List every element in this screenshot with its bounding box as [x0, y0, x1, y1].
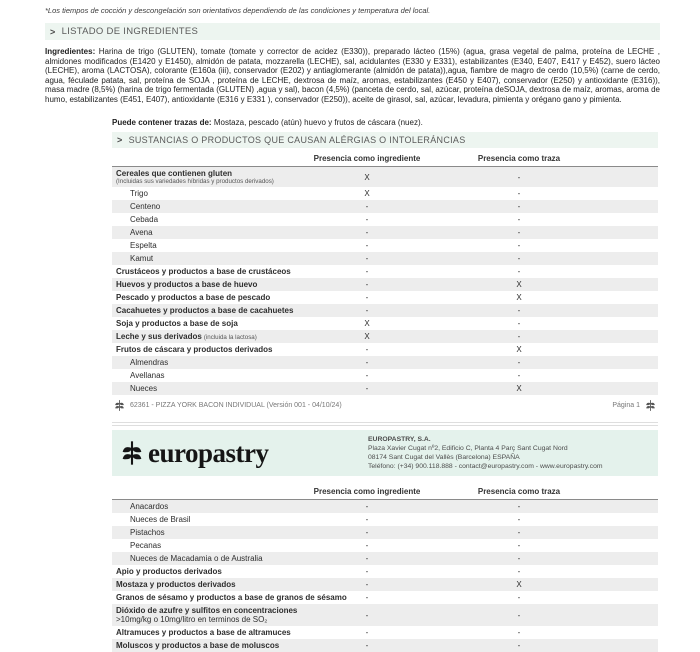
table-row — [112, 187, 658, 200]
presence-ingredient-value: - — [365, 528, 369, 537]
presence-trace-value: - — [517, 502, 521, 511]
europastry-logo — [120, 438, 269, 469]
column-header-ingrediente: Presencia como ingrediente — [313, 487, 421, 496]
presence-ingredient-value: - — [365, 280, 369, 289]
ingredients-heading: LISTADO DE INGREDIENTES — [61, 26, 199, 37]
presence-trace-value: - — [517, 541, 521, 550]
company-contact-line: Teléfono: (+34) 900.118.888 - contact@europastry.com - www.europastry.com — [368, 463, 603, 470]
presence-trace-value: - — [517, 641, 521, 650]
presence-ingredient-value: X — [364, 189, 370, 198]
table-row — [112, 565, 658, 578]
table-row — [112, 239, 658, 252]
presence-ingredient-value: - — [365, 254, 369, 263]
presence-trace-value: - — [517, 202, 521, 211]
ingredients-paragraph — [45, 47, 660, 104]
document-reference: 62361 - PIZZA YORK BACON INDIVIDUAL (Versión 001 - 04/10/24) — [130, 402, 342, 409]
allergen-name: Crustáceos y productos a base de crustáceos — [116, 267, 291, 276]
chevron-right-icon: > — [117, 135, 123, 145]
allergen-name: Dióxido de azufre y sulfitos en concentraciones >10mg/kg o 10mg/litro en terminos de SO₂ — [116, 606, 298, 624]
presence-trace-value: - — [517, 515, 521, 524]
presence-trace-value: X — [516, 293, 522, 302]
table-header-page2 — [112, 484, 658, 500]
table-row — [112, 369, 658, 382]
presence-trace-value: - — [517, 332, 521, 341]
allergen-table-page2 — [112, 500, 658, 652]
allergen-name: Trigo — [130, 189, 148, 198]
presence-trace-value: X — [516, 580, 522, 589]
presence-trace-value: - — [517, 267, 521, 276]
presence-ingredient-value: - — [365, 567, 369, 576]
table-row — [112, 167, 658, 187]
table-row — [112, 252, 658, 265]
presence-trace-value: - — [517, 215, 521, 224]
table-row — [112, 578, 658, 591]
table-row — [112, 552, 658, 565]
presence-ingredient-value: - — [365, 358, 369, 367]
presence-trace-value: - — [517, 528, 521, 537]
logo-wordmark: europastry — [148, 437, 269, 468]
wheat-logo-icon — [120, 439, 144, 467]
wheat-icon — [114, 399, 125, 412]
traces-label: Puede contener trazas de: — [112, 118, 212, 127]
presence-ingredient-value: - — [365, 628, 369, 637]
presence-trace-value: - — [517, 241, 521, 250]
allergen-name: Granos de sésamo y productos a base de granos de sésamo — [116, 593, 347, 602]
allergen-name: Cacahuetes y productos a base de cacahuetes — [116, 306, 294, 315]
table-row — [112, 343, 658, 356]
table-row — [112, 278, 658, 291]
presence-ingredient-value: - — [365, 293, 369, 302]
allergen-name: Avellanas — [130, 371, 165, 380]
presence-ingredient-value: - — [365, 371, 369, 380]
presence-ingredient-value: - — [365, 554, 369, 563]
presence-trace-value: X — [516, 384, 522, 393]
allergen-name: Mostaza y productos derivados — [116, 580, 236, 589]
allergen-name: Almendras — [130, 358, 169, 367]
allergen-name: Moluscos y productos a base de moluscos — [116, 641, 280, 650]
table-row — [112, 626, 658, 639]
allergen-name: Kamut — [130, 254, 154, 263]
presence-trace-value: X — [516, 280, 522, 289]
presence-ingredient-value: - — [365, 306, 369, 315]
table-row — [112, 317, 658, 330]
table-row — [112, 639, 658, 652]
presence-trace-value: - — [517, 593, 521, 602]
table-row — [112, 382, 658, 395]
presence-ingredient-value: - — [365, 515, 369, 524]
presence-ingredient-value: - — [365, 541, 369, 550]
page-1-top — [45, 6, 660, 104]
presence-ingredient-value: - — [365, 241, 369, 250]
presence-trace-value: X — [516, 345, 522, 354]
allergen-name: Nueces de Macadamia o de Australia — [130, 554, 263, 563]
allergens-heading-bar — [112, 132, 658, 148]
allergen-name: Nueces de Brasil — [130, 515, 191, 524]
allergens-heading: SUSTANCIAS O PRODUCTOS QUE CAUSAN ALÉRGIAS O INTOLERÁNCIAS — [128, 135, 466, 145]
presence-ingredient-value: - — [365, 593, 369, 602]
table-row — [112, 604, 658, 626]
table-row — [112, 513, 658, 526]
presence-trace-value: - — [517, 628, 521, 637]
company-name: EUROPASTRY, S.A. — [368, 436, 431, 443]
allergen-name: Avena — [130, 228, 153, 237]
table-row — [112, 265, 658, 278]
presence-ingredient-value: - — [365, 345, 369, 354]
presence-ingredient-value: X — [364, 172, 370, 182]
table-row — [112, 591, 658, 604]
presence-ingredient-value: X — [364, 319, 370, 328]
presence-trace-value: - — [517, 306, 521, 315]
presence-trace-value: - — [517, 610, 521, 620]
presence-trace-value: - — [517, 172, 521, 182]
table-row — [112, 526, 658, 539]
presence-ingredient-value: - — [365, 228, 369, 237]
ingredients-heading-bar — [45, 23, 660, 40]
allergen-name: Centeno — [130, 202, 161, 211]
table-row — [112, 356, 658, 369]
allergen-name: Soja y productos a base de soja — [116, 319, 238, 328]
allergen-name: Apio y productos derivados — [116, 567, 222, 576]
allergen-name: Pescado y productos a base de pescado — [116, 293, 271, 302]
allergen-name: Espelta — [130, 241, 157, 250]
column-header-traza: Presencia como traza — [477, 487, 561, 496]
presence-trace-value: - — [517, 189, 521, 198]
company-address-line2: 08174 Sant Cugat del Vallès (Barcelona) ESPAÑA — [368, 454, 520, 461]
presence-ingredient-value: - — [365, 641, 369, 650]
presence-trace-value: - — [517, 319, 521, 328]
wheat-icon — [645, 399, 656, 412]
table-row — [112, 500, 658, 513]
allergen-table-page1 — [112, 167, 658, 395]
presence-trace-value: - — [517, 567, 521, 576]
presence-ingredient-value: X — [364, 332, 370, 341]
company-header-band — [112, 430, 658, 476]
table-row — [112, 330, 658, 343]
allergen-name: Frutos de cáscara y productos derivados — [116, 345, 273, 354]
allergen-name: Pecanas — [130, 541, 162, 550]
table-row — [112, 291, 658, 304]
cooking-note: *Los tiempos de cocción y descongelación son orientativos dependiendo de las condiciones y temperatura del local. — [45, 6, 431, 15]
allergen-name: Altramuces y productos a base de altramuces — [116, 628, 291, 637]
page-number: Página 1 — [612, 402, 640, 409]
presence-ingredient-value: - — [365, 502, 369, 511]
presence-trace-value: - — [517, 254, 521, 263]
presence-trace-value: - — [517, 371, 521, 380]
allergen-name: Leche y sus derivados (incluida la lactosa) — [116, 332, 257, 341]
presence-trace-value: - — [517, 554, 521, 563]
traces-text: Mostaza, pescado (atún) huevo y frutos de cáscara (nuez). — [213, 118, 423, 127]
table-row — [112, 304, 658, 317]
table-row — [112, 226, 658, 239]
company-info — [368, 435, 648, 471]
presence-trace-value: - — [517, 358, 521, 367]
table-header-page1 — [112, 151, 658, 167]
allergen-section — [112, 118, 658, 652]
presence-ingredient-value: - — [365, 580, 369, 589]
allergen-name: Huevos y productos a base de huevo — [116, 280, 258, 289]
presence-ingredient-value: - — [365, 384, 369, 393]
allergen-name: Pistachos — [130, 528, 165, 537]
column-header-ingrediente: Presencia como ingrediente — [313, 154, 421, 163]
table-row — [112, 539, 658, 552]
allergen-name: Anacardos — [130, 502, 169, 511]
ingredients-text: Harina de trigo (GLUTEN), tomate (tomate y corrector de acidez (E330)), preparado lácteo (15%) (agua, grasa vegetal de palma, proteína de LECHE , almidones modificados (E1420 y E1450), almidón de patata, mozzarella (LECHE), sal, acidulantes (E330 y E331), estabilizantes (E340, E407, E417 y E452), suero lácteo (LECHE), aroma (LACTOSA), colorante (E160a (iii), conservador (E202) y antiaglomerante (almidón de patata)),agua, fiambre de magro de cerdo (10,5%) (carne de cerdo, agua, féculade patata, sal, proteína de SOJA , proteína de LECHE, dextrosa de maíz, aromas, estabilizantes (E450 y E407), conservador (E250) y antioxidante (E316)), masa madre (8,5%) (harina de trigo fermentada (GLUTEN) ,agua y sal), bacon (4,5%) (panceta de cerdo, sal, azúcar, proteína deSOJA, dextrosa de maíz, aromas, aroma de humo, estabilizantes (E451, E407), antioxidante (E316 y E331 ), conservador (E250)), aceite de girasol, sal, azúcar, levadura, pimienta y orégano gano y pimienta. — [45, 47, 660, 104]
presence-ingredient-value: - — [365, 215, 369, 224]
ingredients-label: Ingredientes: — [45, 47, 96, 56]
page-footer — [112, 396, 658, 415]
allergen-name: Cebada — [130, 215, 159, 224]
presence-ingredient-value: - — [365, 202, 369, 211]
presence-ingredient-value: - — [365, 610, 369, 620]
allergen-name: Nueces — [130, 384, 158, 393]
table-row — [112, 213, 658, 226]
table-row — [112, 200, 658, 213]
company-address-line1: Plaza Xavier Cugat nº2, Edificio C, Planta 4 Parç Sant Cugat Nord — [368, 445, 568, 452]
allergen-name: Cereales que contienen gluten (Incluidas sus variedades híbridas y productos derivados) — [116, 169, 274, 185]
column-header-traza: Presencia como traza — [477, 154, 561, 163]
traces-line — [112, 118, 658, 127]
allergen-column-spacer — [116, 154, 297, 163]
page-break-divider — [112, 422, 658, 426]
allergen-column-spacer — [116, 487, 297, 496]
presence-ingredient-value: - — [365, 267, 369, 276]
presence-trace-value: - — [517, 228, 521, 237]
chevron-right-icon: > — [50, 26, 56, 37]
